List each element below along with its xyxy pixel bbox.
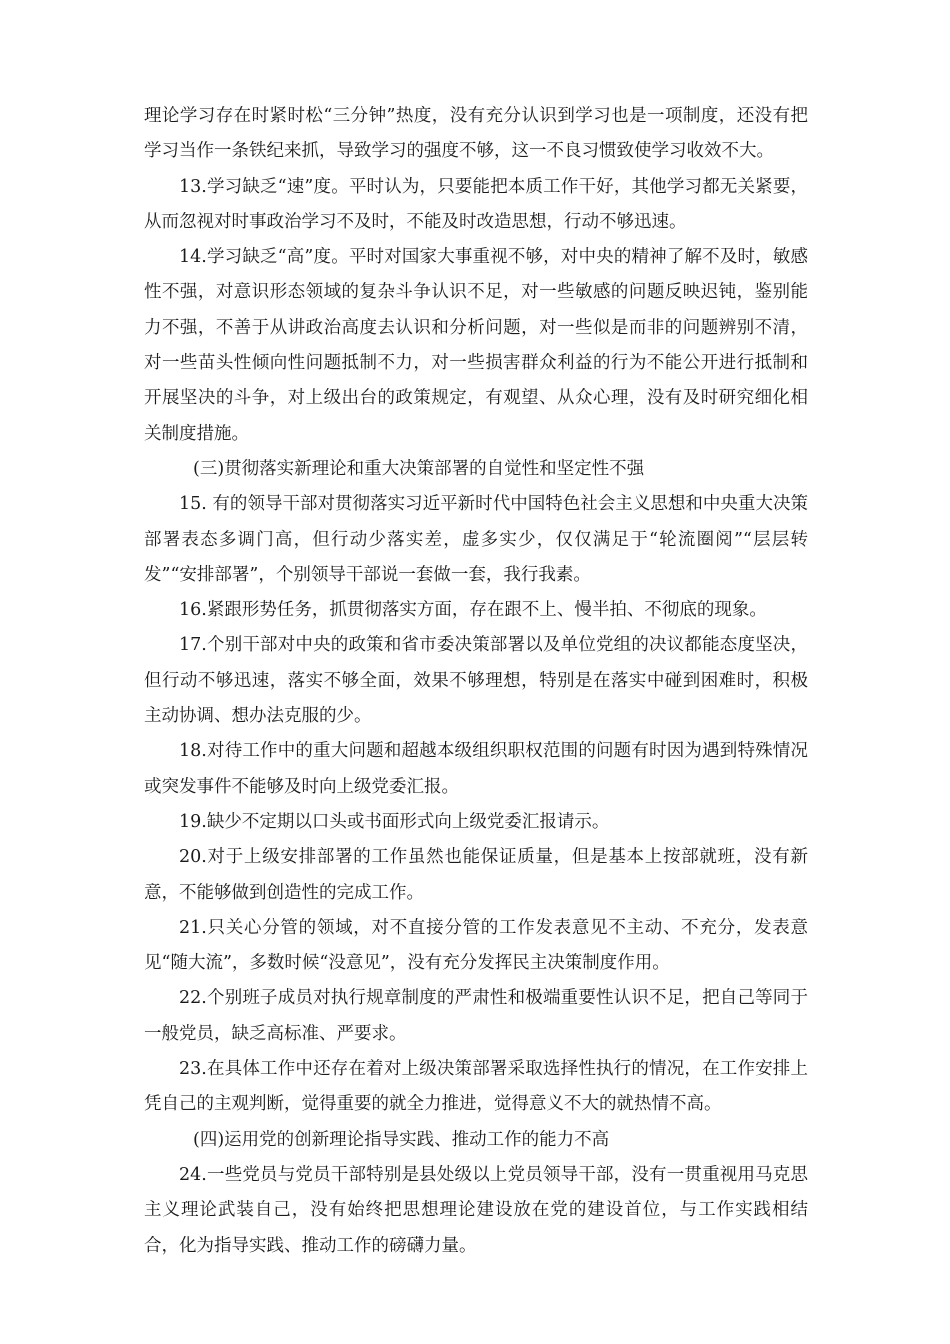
paragraph-item-24: 24.一些党员与党员干部特别是县处级以上党员领导干部，没有一贯重视用马克思主义理论武装自己，没有始终把思想理论建设放在党的建设首位，与工作实践相结合，化为指导实践、推动工作的磅礴力量。 bbox=[144, 1164, 808, 1256]
paragraph-item-13: 13.学习缺乏“速”度。平时认为，只要能把本质工作干好，其他学习都无关紧要，从而忽视对时事政治学习不及时，不能及时改造思想，行动不够迅速。 bbox=[144, 176, 808, 232]
paragraph-item-20: 20.对于上级安排部署的工作虽然也能保证质量，但是基本上按部就班，没有新意，不能够做到创造性的完成工作。 bbox=[144, 847, 808, 903]
paragraph-continuation: 理论学习存在时紧时松“三分钟”热度，没有充分认识到学习也是一项制度，还没有把学习当作一条铁纪来抓，导致学习的强度不够，这一不良习惯致使学习收效不大。 bbox=[144, 106, 808, 162]
paragraph-item-16: 16.紧跟形势任务，抓贯彻落实方面，存在跟不上、慢半拍、不彻底的现象。 bbox=[179, 600, 767, 621]
paragraph-item-17: 17.个别干部对中央的政策和省市委决策部署以及单位党组的决议都能态度坚决，但行动不够迅速，落实不够全面，效果不够理想，特别是在落实中碰到困难时，积极主动协调、想办法克服的少。 bbox=[144, 635, 808, 727]
section-heading-4: (四)运用党的创新理论指导实践、推动工作的能力不高 bbox=[193, 1129, 610, 1150]
paragraph-item-15: 15. 有的领导干部对贯彻落实习近平新时代中国特色社会主义思想和中央重大决策部署表态多调门高，但行动少落实差，虚多实少，仅仅满足于“轮流圈阅”“层层转发”“安排部署”，个别领导干部说一套做一套，我行我素。 bbox=[144, 494, 808, 585]
section-heading-3: (三)贯彻落实新理论和重大决策部署的自觉性和坚定性不强 bbox=[193, 458, 645, 479]
paragraph-item-23: 23.在具体工作中还存在着对上级决策部署采取选择性执行的情况，在工作安排上凭自己的主观判断，觉得重要的就全力推进，觉得意义不大的就热情不高。 bbox=[144, 1059, 808, 1115]
paragraph-item-21: 21.只关心分管的领域，对不直接分管的工作发表意见不主动、不充分，发表意见“随大流”，多数时候“没意见”，没有充分发挥民主决策制度作用。 bbox=[144, 917, 808, 974]
paragraph-item-14: 14.学习缺乏“高”度。平时对国家大事重视不够，对中央的精神了解不及时，敏感性不强，对意识形态领域的复杂斗争认识不足，对一些敏感的问题反映迟钝，鉴别能力不强，不善于从讲政治高度去认识和分析问题，对一些似是而非的问题辨别不清，对一些苗头性倾向性问题抵制不力，对一些损害群众利益的行为不能公开进行抵制和开展坚决的斗争，对上级出台的政策规定，有观望、从众心理，没有及时研究细化相关制度措施。 bbox=[144, 247, 808, 444]
paragraph-item-22: 22.个别班子成员对执行规章制度的严肃性和极端重要性认识不足，把自己等同于一般党员，缺乏高标准、严要求。 bbox=[144, 988, 808, 1044]
paragraph-item-18: 18.对待工作中的重大问题和超越本级组织职权范围的问题有时因为遇到特殊情况或突发事件不能够及时向上级党委汇报。 bbox=[144, 741, 808, 797]
document-page bbox=[144, 99, 808, 1264]
paragraph-item-19: 19.缺少不定期以口头或书面形式向上级党委汇报请示。 bbox=[179, 811, 610, 832]
